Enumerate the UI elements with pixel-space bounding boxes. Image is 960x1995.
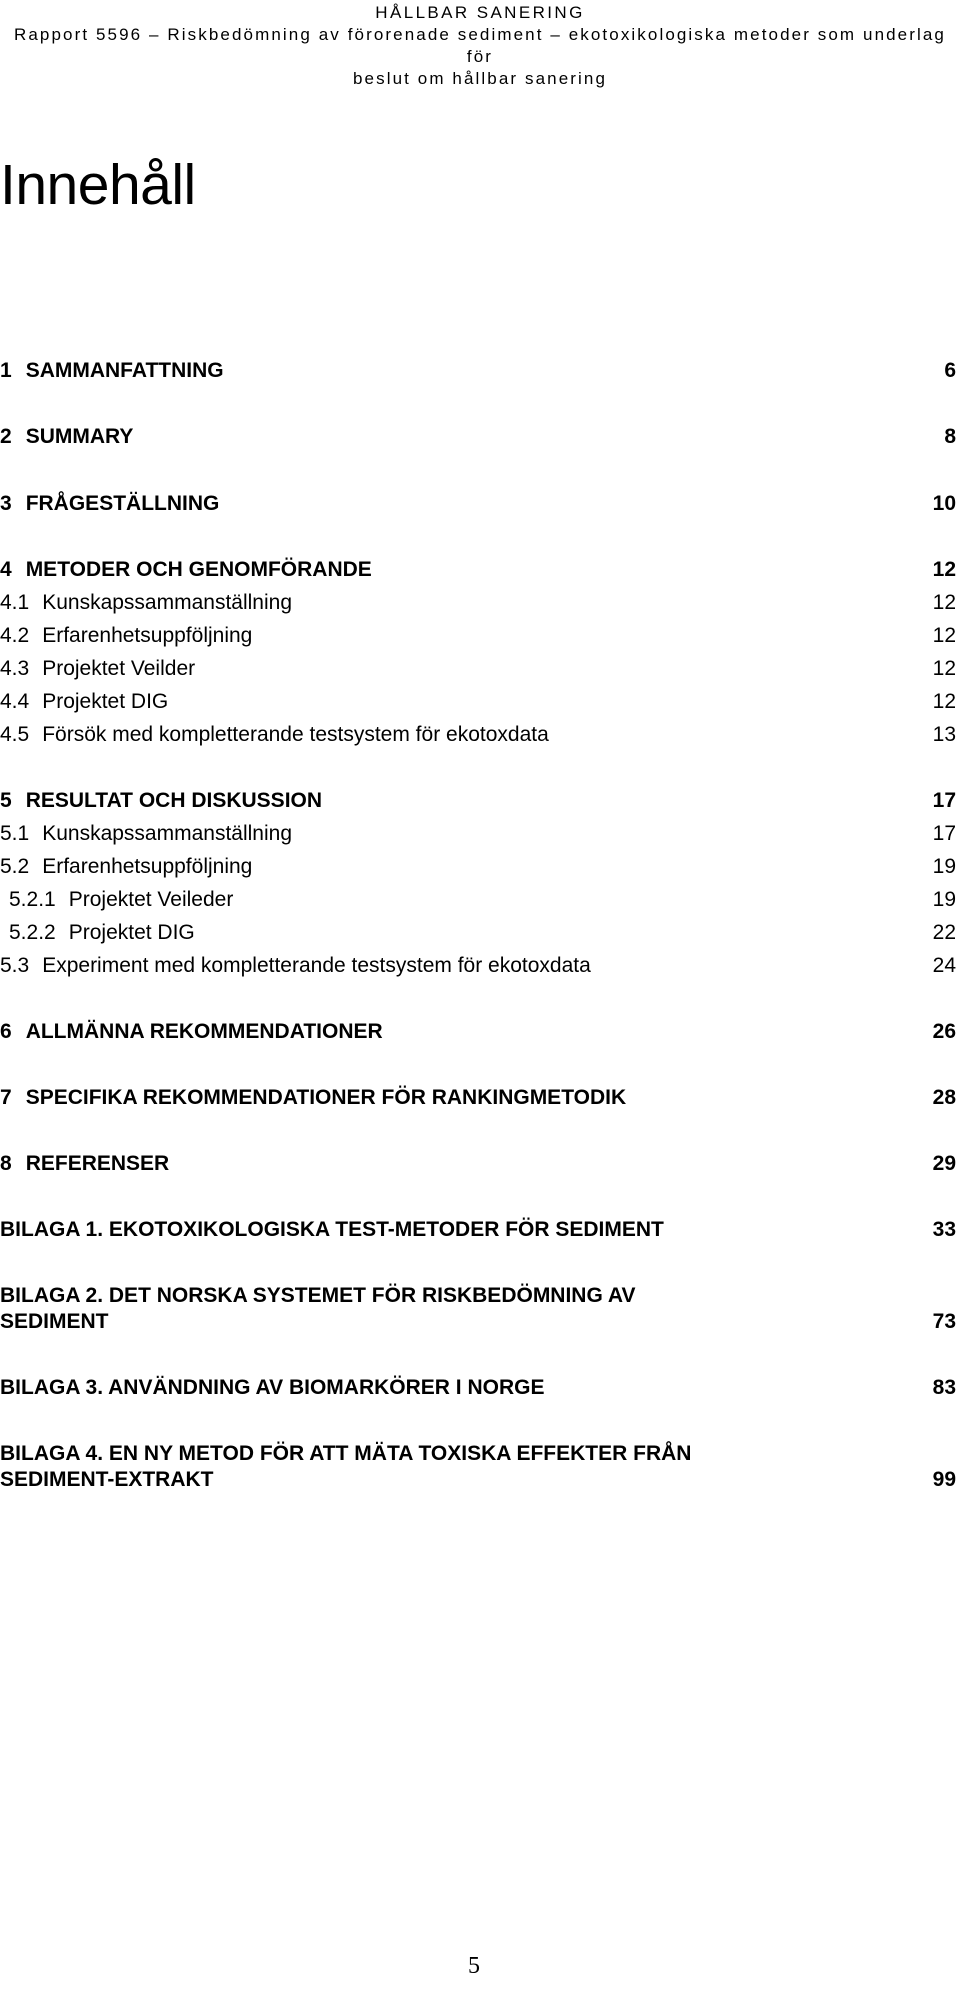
toc-entry-6[interactable] <box>0 1019 956 1045</box>
toc-entry-number: 4.5 <box>0 723 30 746</box>
toc-entry-page: 12 <box>932 591 956 614</box>
toc-entry-page: 83 <box>932 1376 956 1399</box>
toc-entry-number: 4 <box>0 558 12 581</box>
toc-entry-page: 26 <box>932 1020 956 1043</box>
toc-entry-bilaga-2[interactable] <box>0 1283 956 1335</box>
toc-entry-page: 99 <box>932 1468 956 1491</box>
toc-entry-number: 5.2.1 <box>9 888 56 911</box>
toc-entry-label: Erfarenhetsuppföljning <box>42 855 253 878</box>
toc-entry-label: Projektet DIG <box>42 690 169 713</box>
toc-entry-page: 12 <box>932 690 956 713</box>
toc-entry-label-line-1: BILAGA 4. EN NY METOD FÖR ATT MÄTA TOXISKA EFFEKTER FRÅN <box>0 1442 692 1465</box>
toc-entry-4-3[interactable] <box>0 656 956 682</box>
toc-entry-page: 33 <box>932 1218 956 1241</box>
toc-entry-3[interactable] <box>0 491 956 517</box>
toc-entry-number: 4.2 <box>0 624 30 647</box>
toc-entry-number: 4.1 <box>0 591 30 614</box>
toc-entry-page: 8 <box>944 425 956 448</box>
page-number: 5 <box>468 1953 480 1979</box>
toc-entry-5-3[interactable] <box>0 953 956 979</box>
toc-entry-label: Projektet Veilder <box>42 657 196 680</box>
toc-entry-label: FRÅGESTÄLLNING <box>25 492 220 515</box>
toc-entry-label: BILAGA 1. EKOTOXIKOLOGISKA TEST-METODER FÖR SEDIMENT <box>0 1218 664 1241</box>
toc-entry-label: Kunskapssammanställning <box>42 822 292 845</box>
toc-entry-number: 7 <box>0 1086 12 1109</box>
toc-entry-bilaga-3[interactable] <box>0 1375 956 1401</box>
toc-entry-4-1[interactable] <box>0 590 956 616</box>
toc-entry-8[interactable] <box>0 1151 956 1177</box>
toc-entry-label: ALLMÄNNA REKOMMENDATIONER <box>25 1020 383 1043</box>
toc-entry-label: REFERENSER <box>25 1152 170 1175</box>
toc-entry-page: 22 <box>932 921 956 944</box>
toc-entry-bilaga-4[interactable] <box>0 1441 956 1493</box>
toc-entry-page: 12 <box>932 624 956 647</box>
toc-entry-number: 4.4 <box>0 690 30 713</box>
toc-entry-number: 8 <box>0 1152 12 1175</box>
toc-entry-1[interactable] <box>0 358 956 384</box>
toc-entry-label-line-2: SEDIMENT-EXTRAKT <box>0 1468 214 1491</box>
toc-entry-5-2-2[interactable] <box>0 920 956 946</box>
toc-entry-number: 4.3 <box>0 657 30 680</box>
toc-entry-page: 10 <box>932 492 956 515</box>
header-report-line-1: Rapport 5596 – Riskbedömning av förorenade sediment – ekotoxikologiska metoder som underlag för <box>14 25 946 66</box>
toc-entry-page: 12 <box>932 558 956 581</box>
header-report-line-2: beslut om hållbar sanering <box>353 69 607 88</box>
toc-entry-5[interactable] <box>0 788 956 814</box>
toc-entry-label: SPECIFIKA REKOMMENDATIONER FÖR RANKINGMETODIK <box>25 1086 627 1109</box>
toc-entry-label: Försök med kompletterande testsystem för ekotoxdata <box>42 723 549 746</box>
toc-entry-number: 6 <box>0 1020 12 1043</box>
toc-entry-page: 6 <box>944 359 956 382</box>
toc-entry-5-1[interactable] <box>0 821 956 847</box>
toc-entry-number: 5.1 <box>0 822 30 845</box>
toc-entry-label-line-2: SEDIMENT <box>0 1310 109 1333</box>
toc-entry-label: BILAGA 3. ANVÄNDNING AV BIOMARKÖRER I NORGE <box>0 1376 545 1399</box>
toc-entry-page: 28 <box>932 1086 956 1109</box>
toc-entry-page: 13 <box>932 723 956 746</box>
toc-entry-label: SUMMARY <box>25 425 134 448</box>
toc-entry-page: 29 <box>932 1152 956 1175</box>
toc-entry-number: 5 <box>0 789 12 812</box>
toc-entry-label: Projektet DIG <box>68 921 195 944</box>
toc-entry-label-line-1: BILAGA 2. DET NORSKA SYSTEMET FÖR RISKBEDÖMNING AV <box>0 1284 636 1307</box>
toc-entry-4-5[interactable] <box>0 722 956 748</box>
toc-entry-page: 17 <box>932 822 956 845</box>
toc-entry-number: 5.2 <box>0 855 30 878</box>
toc-entry-label: Kunskapssammanställning <box>42 591 292 614</box>
toc-entry-page: 73 <box>932 1310 956 1333</box>
toc-entry-page: 12 <box>932 657 956 680</box>
toc-entry-4-2[interactable] <box>0 623 956 649</box>
toc-entry-page: 24 <box>932 954 956 977</box>
toc-entry-page: 17 <box>932 789 956 812</box>
toc-entry-label: Projektet Veileder <box>68 888 234 911</box>
toc-entry-number: 5.2.2 <box>9 921 56 944</box>
toc-entry-number: 3 <box>0 492 12 515</box>
toc-entry-label: Experiment med kompletterande testsystem för ekotoxdata <box>42 954 591 977</box>
toc-entry-5-2-1[interactable] <box>0 887 956 913</box>
toc-entry-page: 19 <box>932 888 956 911</box>
toc-entry-4[interactable] <box>0 557 956 583</box>
toc-entry-label: METODER OCH GENOMFÖRANDE <box>25 558 372 581</box>
toc-entry-5-2[interactable] <box>0 854 956 880</box>
toc-entry-label: SAMMANFATTNING <box>25 359 224 382</box>
toc-entry-page: 19 <box>932 855 956 878</box>
toc-entry-number: 5.3 <box>0 954 30 977</box>
toc-entry-4-4[interactable] <box>0 689 956 715</box>
toc-entry-number: 1 <box>0 359 12 382</box>
toc-entry-7[interactable] <box>0 1085 956 1111</box>
toc-entry-label: RESULTAT OCH DISKUSSION <box>25 789 323 812</box>
toc-entry-2[interactable] <box>0 424 956 450</box>
page-title: Innehåll <box>0 153 196 217</box>
toc-entry-number: 2 <box>0 425 12 448</box>
header-series-title: HÅLLBAR SANERING <box>375 3 585 22</box>
toc-entry-label: Erfarenhetsuppföljning <box>42 624 253 647</box>
toc-entry-bilaga-1[interactable] <box>0 1217 956 1243</box>
